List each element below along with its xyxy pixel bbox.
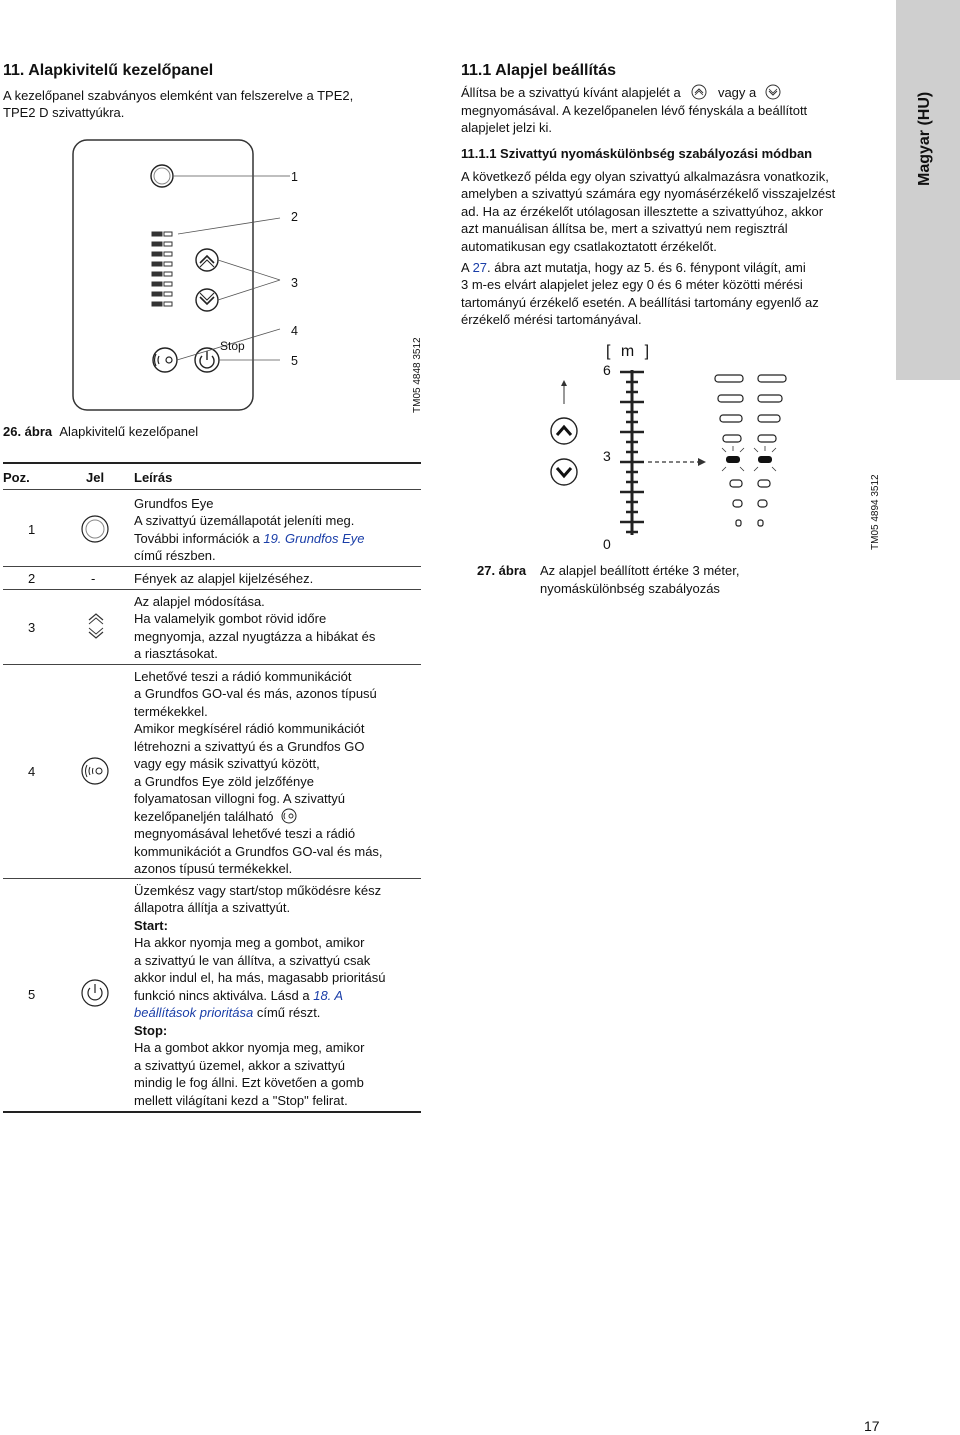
right-intro-line3: alapjelet jelzi ki. [461, 120, 553, 135]
row4-line6: vagy egy másik szivattyú között, [134, 756, 320, 771]
fig26-caption-num: 26. ábra [3, 424, 53, 439]
fig27-scale-top: 6 [603, 362, 611, 378]
para1-line4: azt manuálisan állítsa be, mert a szivattyú nem regisztrál [461, 221, 788, 236]
setpoint-scale-figure [540, 370, 860, 560]
up-down-icon [86, 612, 106, 642]
para1-line3: ad. Ha az érzékelőt utólagosan illesztette a szivattyúhoz, akkor [461, 204, 824, 219]
row5-line8: Ha a gombot akkor nyomja meg, amikor [134, 1040, 365, 1055]
row5-start-label: Start: [134, 918, 168, 933]
fig27-scale-mid: 3 [603, 448, 611, 464]
language-tab [896, 0, 960, 380]
panel-outline [73, 140, 253, 410]
header-rule [3, 489, 421, 490]
row4-line12: azonos típusú termékekkel. [134, 861, 293, 876]
intro-line-2: TPE2 D szivattyúkra. [3, 105, 125, 120]
down-button-icon [551, 459, 577, 485]
row4-line3: termékekkel. [134, 704, 208, 719]
para1-line2: amelyben a szivattyú számára egy nyomásérzékelő visszajelzést [461, 186, 836, 201]
row5-line6: funkció nincs aktiválva. Lásd a 18. A [134, 988, 344, 1003]
table-bottom-rule [3, 1111, 421, 1113]
priority-link-part2[interactable]: beállítások prioritása [134, 1005, 254, 1020]
row-rule [3, 566, 421, 567]
priority-link-part1[interactable]: 18. A [313, 988, 344, 1003]
sub-sub-heading: 11.1.1 Szivattyú nyomáskülönbség szabályozási módban [461, 146, 813, 161]
start-stop-icon [80, 978, 110, 1008]
row3-pos: 3 [28, 620, 36, 635]
row5-line10: mindig le fog állni. Ezt követően a gomb [134, 1075, 364, 1090]
para2-line3: tartományú érzékelő esetén. A beállítási tartomány egyenlő az [461, 295, 819, 310]
row1-line3: További információk a 19. Grundfos Eye [134, 531, 365, 546]
row5-line2: állapotra állítja a szivattyút. [134, 900, 291, 915]
fig27-unit: [ m ] [606, 343, 653, 360]
callout-1: 1 [291, 170, 298, 184]
callout-3: 3 [291, 276, 298, 290]
para2-line2: 3 m-es elvárt alapjelet jelez egy 0 és 6 méter közötti mérési [461, 277, 803, 292]
intro-line-1: A kezelőpanel szabványos elemként van felszerelve a TPE2, [3, 88, 354, 103]
right-intro-line1: Állítsa be a szivattyú kívánt alapjelét a vagy a [461, 84, 782, 102]
row5-line5: akkor indul el, ha más, magasabb prioritású [134, 970, 386, 985]
right-intro-line2: megnyomásával. A kezelőpanelen lévő fényskála a beállított [461, 103, 808, 118]
subsection-heading: 11.1 Alapjel beállítás [461, 62, 617, 79]
callout-leaders [174, 176, 290, 360]
control-panel-figure [60, 130, 450, 420]
th-poz: Poz. [3, 470, 30, 485]
row4-line11: kommunikációt a Grundfos GO-val és más, [134, 844, 383, 859]
grundfos-eye-inner [154, 168, 170, 184]
fig26-caption-text: Alapkivitelű kezelőpanel [59, 424, 199, 439]
th-jel: Jel [86, 470, 105, 485]
para1-line1: A következő példa egy olyan szivattyú alkalmazásra vonatkozik, [461, 169, 829, 184]
callout-4: 4 [291, 324, 298, 338]
row4-line8: folyamatosan villogni fog. A szivattyú [134, 791, 346, 806]
row2-sym: - [91, 571, 96, 586]
radio-button-icon [80, 756, 110, 786]
stop-label: Stop [220, 339, 245, 353]
language-tab-label: Magyar (HU) [916, 91, 933, 186]
fig27-caption-line1: Az alapjel beállított értéke 3 méter, [540, 563, 740, 578]
row3-line4: a riasztásokat. [134, 646, 218, 661]
row5-stop-label: Stop: [134, 1023, 168, 1038]
row4-line10: megnyomásával lehetővé teszi a rádió [134, 826, 356, 841]
row5-line11: mellett világítani kezd a "Stop" felirat. [134, 1093, 348, 1108]
fig26-caption [3, 423, 198, 441]
row3-line1: Az alapjel módosítása. [134, 594, 265, 609]
up-button-icon [551, 418, 577, 444]
light-scale [152, 232, 172, 306]
fig26-tm-code: TM05 4848 3512 [412, 337, 423, 413]
para2-line4: érzékelő mérési tartományával. [461, 312, 642, 327]
row4-pos: 4 [28, 764, 36, 779]
fig27-scale-bottom: 0 [603, 536, 611, 552]
para1-line5: automatikusan egy csatlakoztatott érzékelőt. [461, 239, 717, 254]
row2-desc: Fények az alapjel kijelzéséhez. [134, 571, 314, 586]
grundfos-eye-icon [80, 514, 110, 544]
row5-line9: a szivattyú üzemel, akkor a szivattyú [134, 1058, 345, 1073]
row4-line1: Lehetővé teszi a rádió kommunikációt [134, 669, 352, 684]
fig27-caption-num: 27. ábra [477, 563, 527, 578]
up-inline-icon [690, 84, 708, 100]
fig27-caption-line2: nyomáskülönbség szabályozás [540, 581, 720, 596]
th-leiras: Leírás [134, 470, 173, 485]
row2-pos: 2 [28, 571, 36, 586]
row5-line4: a szivattyú le van állítva, a szivattyú csak [134, 953, 371, 968]
row-rule [3, 589, 421, 590]
callout-5: 5 [291, 354, 298, 368]
para2-line1: A 27. ábra azt mutatja, hogy az 5. és 6. fénypont világít, ami [461, 260, 806, 275]
row1-line4: című részben. [134, 548, 216, 563]
row4-line5: létrehozni a szivattyú és a Grundfos GO [134, 739, 365, 754]
radio-inline-icon [280, 808, 298, 824]
grundfos-eye-link[interactable]: 19. Grundfos Eye [263, 531, 365, 546]
section-heading: 11. Alapkivitelű kezelőpanel [3, 62, 214, 79]
page-number: 17 [864, 1418, 880, 1434]
row4-line7: a Grundfos Eye zöld jelzőfénye [134, 774, 314, 789]
row1-pos: 1 [28, 522, 36, 537]
row-rule [3, 878, 421, 879]
table-top-rule [3, 462, 421, 464]
row4-line2: a Grundfos GO-val és más, azonos típusú [134, 686, 377, 701]
radio-button-icon [153, 348, 177, 372]
row1-line1: Grundfos Eye [134, 496, 214, 511]
row3-line2: Ha valamelyik gombot rövid időre [134, 611, 327, 626]
fig27-tm-code: TM05 4894 3512 [870, 474, 881, 550]
row3-line3: megnyomja, azzal nyugtázza a hibákat és [134, 629, 376, 644]
row5-pos: 5 [28, 987, 36, 1002]
row5-line3: Ha akkor nyomja meg a gombot, amikor [134, 935, 365, 950]
callout-2: 2 [291, 210, 298, 224]
row-rule [3, 664, 421, 665]
fig27-link[interactable]: 27 [472, 260, 488, 275]
row1-line2: A szivattyú üzemállapotát jeleníti meg. [134, 513, 355, 528]
row4-line9: kezelőpaneljén található [134, 808, 298, 826]
down-inline-icon [764, 84, 782, 100]
lamp-rows [715, 375, 786, 526]
row5-line7: beállítások prioritása című részt. [134, 1005, 321, 1020]
row4-line4: Amikor megkísérel rádió kommunikációt [134, 721, 365, 736]
row5-line1: Üzemkész vagy start/stop működésre kész [134, 883, 382, 898]
